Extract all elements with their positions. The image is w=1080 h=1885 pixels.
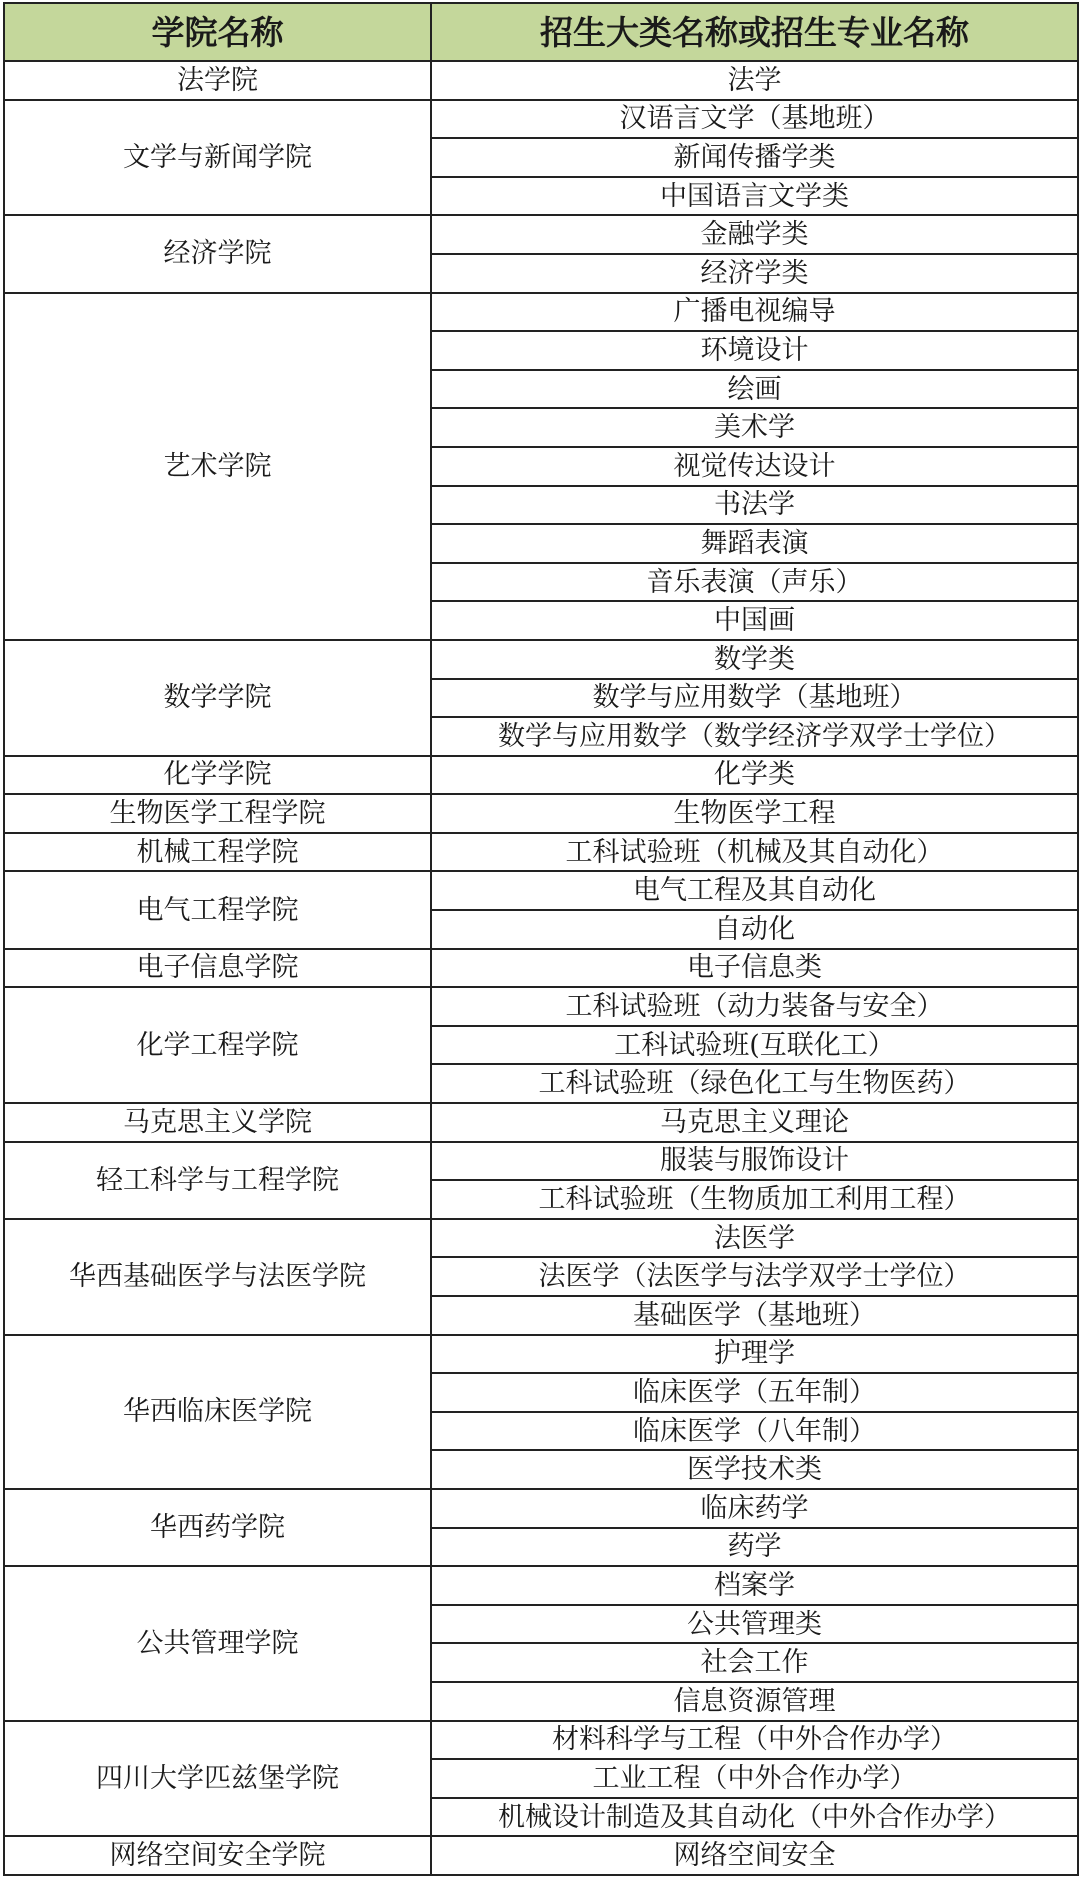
major-name-cell: 电子信息类 bbox=[431, 949, 1078, 988]
college-name-cell: 网络空间安全学院 bbox=[4, 1836, 431, 1875]
college-name-cell: 电气工程学院 bbox=[4, 871, 431, 948]
table-row bbox=[4, 1566, 1078, 1605]
major-name-cell: 公共管理类 bbox=[431, 1605, 1078, 1644]
college-name-cell: 生物医学工程学院 bbox=[4, 794, 431, 833]
major-name-cell: 临床医学（五年制） bbox=[431, 1373, 1078, 1412]
college-name-cell: 经济学院 bbox=[4, 215, 431, 292]
college-name-cell: 文学与新闻学院 bbox=[4, 100, 431, 216]
college-name-cell: 机械工程学院 bbox=[4, 833, 431, 872]
major-name-cell: 生物医学工程 bbox=[431, 794, 1078, 833]
college-name-cell: 数学学院 bbox=[4, 640, 431, 756]
college-name-cell: 马克思主义学院 bbox=[4, 1103, 431, 1142]
major-name-cell: 基础医学（基地班） bbox=[431, 1296, 1078, 1335]
table-row bbox=[4, 1721, 1078, 1760]
major-name-cell: 经济学类 bbox=[431, 254, 1078, 293]
major-name-cell: 网络空间安全 bbox=[431, 1836, 1078, 1875]
major-name-cell: 电气工程及其自动化 bbox=[431, 871, 1078, 910]
major-name-cell: 档案学 bbox=[431, 1566, 1078, 1605]
table-row bbox=[4, 293, 1078, 332]
major-name-cell: 工科试验班（机械及其自动化） bbox=[431, 833, 1078, 872]
table-body bbox=[4, 61, 1078, 1875]
table-row bbox=[4, 215, 1078, 254]
major-name-cell: 化学类 bbox=[431, 756, 1078, 795]
table-row bbox=[4, 1489, 1078, 1528]
major-name-cell: 机械设计制造及其自动化（中外合作办学） bbox=[431, 1798, 1078, 1837]
table-row bbox=[4, 1103, 1078, 1142]
major-name-cell: 医学技术类 bbox=[431, 1450, 1078, 1489]
college-name-cell: 化学学院 bbox=[4, 756, 431, 795]
major-name-cell: 舞蹈表演 bbox=[431, 524, 1078, 563]
table-row bbox=[4, 640, 1078, 679]
college-name-cell: 电子信息学院 bbox=[4, 949, 431, 988]
major-name-cell: 法医学 bbox=[431, 1219, 1078, 1258]
major-name-cell: 工科试验班(互联化工） bbox=[431, 1026, 1078, 1065]
table-row bbox=[4, 871, 1078, 910]
major-name-cell: 法医学（法医学与法学双学士学位） bbox=[431, 1257, 1078, 1296]
table-row bbox=[4, 756, 1078, 795]
table-row bbox=[4, 61, 1078, 100]
table-row bbox=[4, 833, 1078, 872]
college-name-cell: 公共管理学院 bbox=[4, 1566, 431, 1720]
college-name-cell: 华西临床医学院 bbox=[4, 1335, 431, 1489]
table-row bbox=[4, 1142, 1078, 1181]
table-row bbox=[4, 949, 1078, 988]
major-name-cell: 临床药学 bbox=[431, 1489, 1078, 1528]
table-header bbox=[4, 3, 1078, 61]
table-row bbox=[4, 1335, 1078, 1374]
major-name-cell: 绘画 bbox=[431, 370, 1078, 409]
table-row bbox=[4, 794, 1078, 833]
major-name-cell: 临床医学（八年制） bbox=[431, 1412, 1078, 1451]
college-name-cell: 法学院 bbox=[4, 61, 431, 100]
college-name-cell: 轻工科学与工程学院 bbox=[4, 1142, 431, 1219]
table-row bbox=[4, 1219, 1078, 1258]
college-name-cell: 四川大学匹兹堡学院 bbox=[4, 1721, 431, 1837]
major-name-cell: 材料科学与工程（中外合作办学） bbox=[431, 1721, 1078, 1760]
college-name-cell: 华西药学院 bbox=[4, 1489, 431, 1566]
major-name-cell: 工科试验班（动力装备与安全） bbox=[431, 987, 1078, 1026]
admissions-table bbox=[3, 2, 1079, 1876]
major-name-cell: 美术学 bbox=[431, 408, 1078, 447]
major-name-cell: 社会工作 bbox=[431, 1643, 1078, 1682]
major-name-cell: 自动化 bbox=[431, 910, 1078, 949]
major-name-cell: 视觉传达设计 bbox=[431, 447, 1078, 486]
major-name-cell: 环境设计 bbox=[431, 331, 1078, 370]
major-name-cell: 工业工程（中外合作办学） bbox=[431, 1759, 1078, 1798]
college-name-cell: 艺术学院 bbox=[4, 293, 431, 640]
major-name-cell: 工科试验班（生物质加工利用工程） bbox=[431, 1180, 1078, 1219]
major-name-cell: 广播电视编导 bbox=[431, 293, 1078, 332]
major-name-cell: 数学类 bbox=[431, 640, 1078, 679]
major-name-cell: 中国语言文学类 bbox=[431, 177, 1078, 216]
table-row bbox=[4, 987, 1078, 1026]
page bbox=[0, 2, 1080, 1885]
major-name-cell: 音乐表演（声乐） bbox=[431, 563, 1078, 602]
major-name-cell: 书法学 bbox=[431, 486, 1078, 525]
major-name-cell: 数学与应用数学（基地班） bbox=[431, 679, 1078, 718]
college-name-cell: 化学工程学院 bbox=[4, 987, 431, 1103]
major-name-cell: 药学 bbox=[431, 1528, 1078, 1567]
college-name-cell: 华西基础医学与法医学院 bbox=[4, 1219, 431, 1335]
table-row bbox=[4, 1836, 1078, 1875]
college-column-header: 学院名称 bbox=[4, 3, 431, 61]
major-name-cell: 护理学 bbox=[431, 1335, 1078, 1374]
major-name-cell: 中国画 bbox=[431, 601, 1078, 640]
major-name-cell: 汉语言文学（基地班） bbox=[431, 100, 1078, 139]
table-row bbox=[4, 100, 1078, 139]
major-column-header: 招生大类名称或招生专业名称 bbox=[431, 3, 1078, 61]
major-name-cell: 数学与应用数学（数学经济学双学士学位） bbox=[431, 717, 1078, 756]
major-name-cell: 信息资源管理 bbox=[431, 1682, 1078, 1721]
major-name-cell: 服装与服饰设计 bbox=[431, 1142, 1078, 1181]
major-name-cell: 法学 bbox=[431, 61, 1078, 100]
major-name-cell: 工科试验班（绿色化工与生物医药） bbox=[431, 1064, 1078, 1103]
header-row bbox=[4, 3, 1078, 61]
major-name-cell: 马克思主义理论 bbox=[431, 1103, 1078, 1142]
major-name-cell: 金融学类 bbox=[431, 215, 1078, 254]
major-name-cell: 新闻传播学类 bbox=[431, 138, 1078, 177]
